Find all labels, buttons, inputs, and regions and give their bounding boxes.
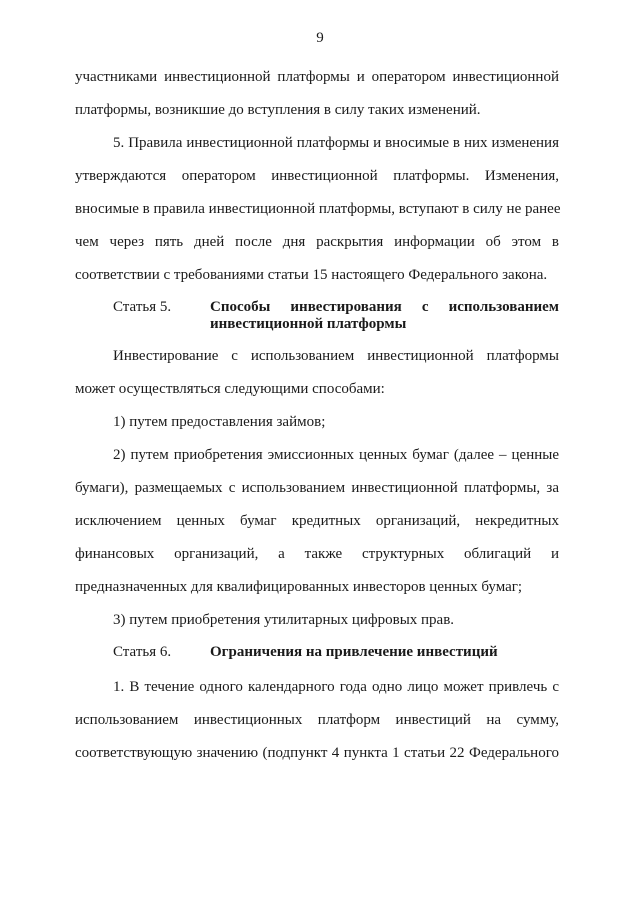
paragraph-continuation — [75, 66, 559, 132]
document-body — [75, 66, 559, 775]
text-line: вносимые в правила инвестиционной платформы, вступают в силу не ранее — [75, 201, 561, 217]
page-number: 9 — [316, 30, 324, 46]
text-line: чем через пять дней после дня раскрытия информации об этом в — [75, 234, 559, 250]
list-item-1 — [75, 411, 559, 444]
text-line: 1. В течение одного календарного года одно лицо может привлечь с — [113, 679, 559, 695]
text-line: участниками инвестиционной платформы и оператором инвестиционной — [75, 69, 559, 85]
text-line: 2) путем приобретения эмиссионных ценных бумаг (далее – ценные — [113, 447, 559, 463]
article-label: Статья 5. — [113, 299, 172, 315]
article-title — [210, 299, 559, 333]
text-line: соответствии с требованиями статьи 15 настоящего Федерального закона. — [75, 267, 548, 283]
article-6-heading — [113, 644, 559, 676]
list-item-2 — [75, 444, 559, 609]
text-line: утверждаются оператором инвестиционной платформы. Изменения, — [75, 168, 559, 184]
article-5-heading — [113, 299, 559, 345]
text-line: может осуществляться следующими способами: — [75, 381, 385, 397]
article-6-paragraph-1 — [75, 676, 559, 775]
paragraph-5 — [75, 132, 559, 297]
article-title-line: инвестиционной платформы — [210, 316, 407, 332]
text-line: бумаги), размещаемых с использованием инвестиционной платформы, за — [75, 480, 559, 496]
text-line: исключением ценных бумаг кредитных организаций, некредитных — [75, 513, 559, 529]
text-line: соответствующую значению (подпункт 4 пункта 1 статьи 22 Федерального — [75, 745, 559, 761]
text-line: 5. Правила инвестиционной платформы и вносимые в них изменения — [113, 135, 559, 151]
article-label: Статья 6. — [113, 644, 172, 660]
article-title — [210, 644, 559, 661]
text-line: использованием инвестиционных платформ инвестиций на сумму, — [75, 712, 559, 728]
article-title-line: Ограничения на привлечение инвестиций — [210, 644, 498, 660]
text-line: финансовых организаций, а также структурных облигаций и — [75, 546, 559, 562]
text-line: предназначенных для квалифицированных инвесторов ценных бумаг; — [75, 579, 523, 595]
list-item-3 — [75, 609, 559, 642]
text-line: 3) путем приобретения утилитарных цифровых прав. — [113, 612, 455, 628]
article-5-intro — [75, 345, 559, 411]
text-line: 1) путем предоставления займов; — [113, 414, 326, 430]
article-title-line: Способы инвестирования с использованием — [210, 299, 559, 315]
text-line: Инвестирование с использованием инвестиционной платформы — [113, 348, 559, 364]
text-line: платформы, возникшие до вступления в силу таких изменений. — [75, 102, 481, 118]
